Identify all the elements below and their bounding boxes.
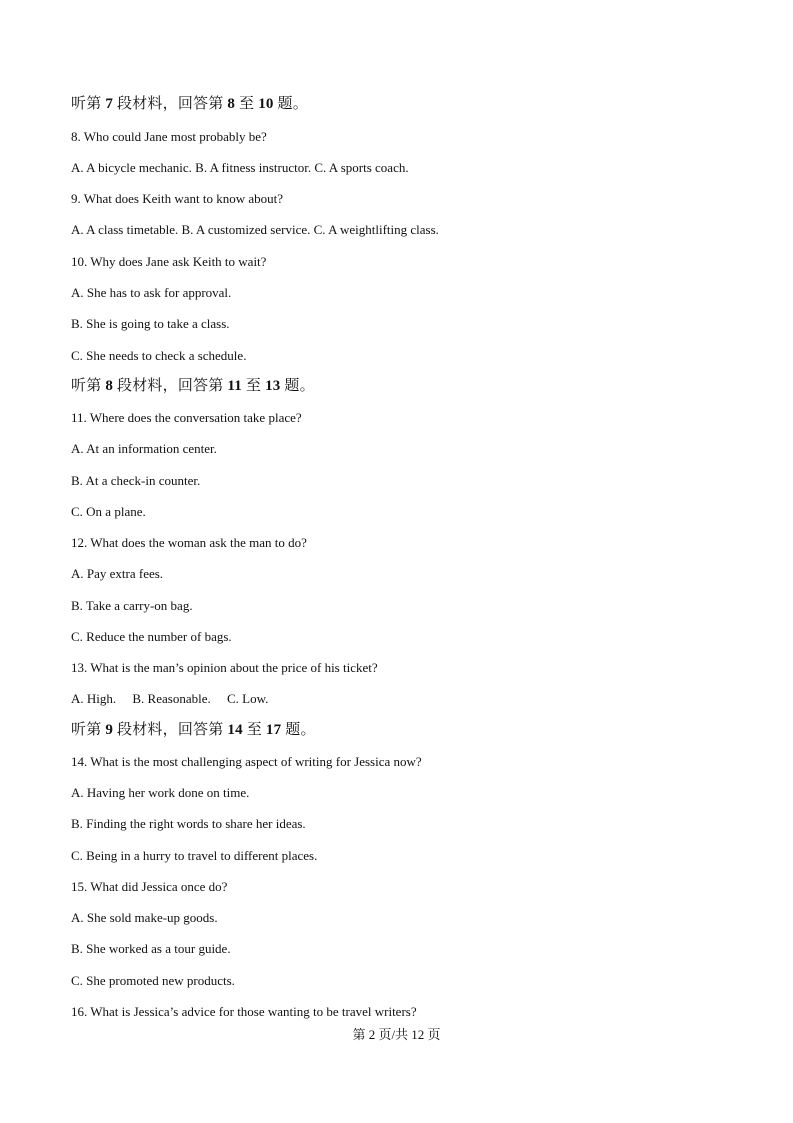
section-heading-text: 听第 bbox=[71, 96, 106, 112]
section-question-to: 10 bbox=[258, 96, 274, 112]
option-12-a: A. Pay extra fees. bbox=[71, 566, 164, 581]
question-11: 11. Where does the conversation take place? bbox=[71, 410, 302, 425]
section-heading-text: 题。 bbox=[273, 96, 308, 112]
option-10-a: A. She has to ask for approval. bbox=[71, 285, 232, 300]
section-heading-9 bbox=[71, 721, 316, 739]
section-part-number: 9 bbox=[105, 722, 114, 738]
question-10: 10. Why does Jane ask Keith to wait? bbox=[71, 254, 267, 269]
question-12: 12. What does the woman ask the man to do? bbox=[71, 535, 307, 550]
options-13: A. High. B. Reasonable. C. Low. bbox=[71, 691, 269, 706]
section-question-to: 17 bbox=[265, 722, 282, 738]
section-heading-text: 至 bbox=[241, 378, 266, 394]
option-12-c: C. Reduce the number of bags. bbox=[71, 629, 232, 644]
option-15-a: A. She sold make-up goods. bbox=[71, 910, 218, 925]
options-9: A. A class timetable. B. A customized service. C. A weightlifting class. bbox=[71, 222, 439, 237]
question-15: 15. What did Jessica once do? bbox=[71, 879, 228, 894]
section-heading-text: 段材料，回答第 bbox=[113, 722, 228, 738]
section-heading-8 bbox=[71, 377, 315, 395]
question-13: 13. What is the man’s opinion about the price of his ticket? bbox=[71, 660, 378, 675]
option-12-b: B. Take a carry-on bag. bbox=[71, 598, 193, 613]
question-14: 14. What is the most challenging aspect of writing for Jessica now? bbox=[71, 754, 422, 769]
option-10-c: C. She needs to check a schedule. bbox=[71, 348, 247, 363]
option-14-a: A. Having her work done on time. bbox=[71, 785, 250, 800]
page-footer: 第 2 页/共 12 页 bbox=[352, 1027, 441, 1042]
section-heading-text: 题。 bbox=[280, 378, 315, 394]
section-heading-text: 段材料，回答第 bbox=[113, 378, 228, 394]
section-heading-7 bbox=[71, 95, 308, 113]
option-11-a: A. At an information center. bbox=[71, 441, 217, 456]
section-question-from: 8 bbox=[227, 96, 236, 112]
section-heading-text: 题。 bbox=[281, 722, 316, 738]
section-question-to: 13 bbox=[265, 378, 281, 394]
section-part-number: 7 bbox=[105, 96, 114, 112]
section-heading-text: 至 bbox=[235, 96, 259, 112]
section-heading-text: 段材料，回答第 bbox=[113, 96, 228, 112]
section-question-from: 14 bbox=[227, 722, 243, 738]
option-11-b: B. At a check-in counter. bbox=[71, 473, 201, 488]
option-14-b: B. Finding the right words to share her ideas. bbox=[71, 816, 306, 831]
section-heading-text: 至 bbox=[242, 722, 266, 738]
option-11-c: C. On a plane. bbox=[71, 504, 146, 519]
section-part-number: 8 bbox=[105, 378, 114, 394]
option-15-c: C. She promoted new products. bbox=[71, 973, 235, 988]
option-15-b: B. She worked as a tour guide. bbox=[71, 941, 231, 956]
question-9: 9. What does Keith want to know about? bbox=[71, 191, 284, 206]
section-heading-text: 听第 bbox=[71, 722, 106, 738]
section-heading-text: 听第 bbox=[71, 378, 106, 394]
option-10-b: B. She is going to take a class. bbox=[71, 316, 230, 331]
options-8: A. A bicycle mechanic. B. A fitness instructor. C. A sports coach. bbox=[71, 160, 409, 175]
question-8: 8. Who could Jane most probably be? bbox=[71, 129, 267, 144]
section-question-from: 11 bbox=[227, 378, 242, 394]
option-14-c: C. Being in a hurry to travel to different places. bbox=[71, 848, 318, 863]
question-16: 16. What is Jessica’s advice for those wanting to be travel writers? bbox=[71, 1004, 417, 1019]
